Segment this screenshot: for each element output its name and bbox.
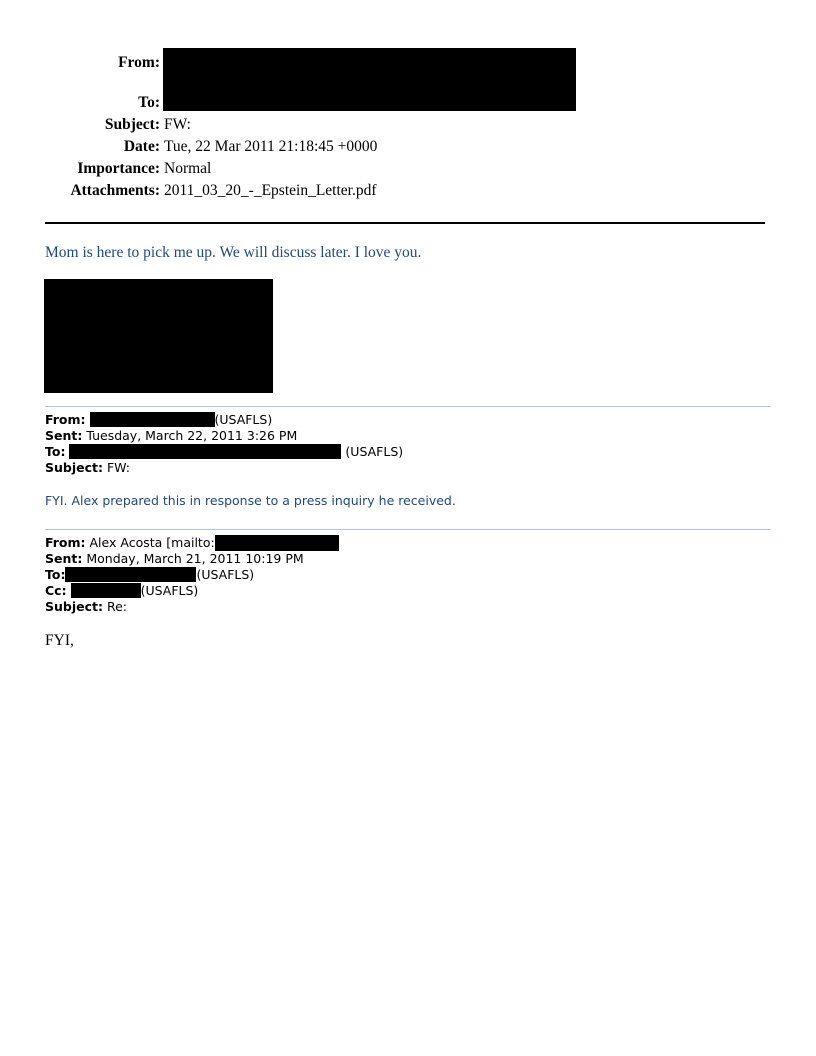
forward2-cc-line <box>45 583 198 599</box>
forward1-to-suffix: (USAFLS) <box>345 444 404 459</box>
forward2-from-label: From: <box>45 535 86 550</box>
forward1-from-label: From: <box>45 412 86 427</box>
forward2-cc-suffix: (USAFLS) <box>140 583 199 598</box>
forward2-subject-value: Re: <box>106 599 128 614</box>
redaction-block <box>65 567 196 582</box>
to-label: To: <box>138 94 160 111</box>
forward-divider <box>45 406 771 407</box>
subject-value: FW: <box>164 116 191 133</box>
forward2-from-line <box>45 535 339 551</box>
forward2-from-value: Alex Acosta [mailto: <box>89 535 215 550</box>
forward1-to-label: To: <box>45 444 66 459</box>
message-body: Mom is here to pick me up. We will discuss later. I love you. <box>45 244 422 261</box>
header-divider <box>45 222 765 224</box>
forward2-to-line <box>45 567 254 583</box>
forward1-sent-value: Tuesday, March 22, 2011 3:26 PM <box>86 428 298 443</box>
attachments-label: Attachments: <box>70 182 160 199</box>
redaction-block <box>44 279 273 393</box>
forward-divider <box>45 529 771 530</box>
forward2-subject-line <box>45 599 127 615</box>
forward2-sent-label: Sent: <box>45 551 83 566</box>
redaction-block <box>163 48 576 111</box>
forward1-subject-line <box>45 460 130 476</box>
date-value: Tue, 22 Mar 2011 21:18:45 +0000 <box>164 138 378 155</box>
date-label: Date: <box>123 138 160 155</box>
forward1-message: FYI. Alex prepared this in response to a press inquiry he received. <box>45 493 456 508</box>
forward1-to-line <box>45 444 403 460</box>
forward2-to-label: To: <box>45 567 66 582</box>
forward1-sent-label: Sent: <box>45 428 83 443</box>
importance-value: Normal <box>164 160 212 177</box>
importance-label: Importance: <box>77 160 160 177</box>
redaction-block <box>69 444 341 459</box>
forward2-cc-label: Cc: <box>45 583 67 598</box>
forward1-sent-line <box>45 428 297 444</box>
redaction-block <box>215 535 339 551</box>
forward1-from-suffix: (USAFLS) <box>214 412 273 427</box>
forward1-subject-label: Subject: <box>45 460 103 475</box>
forward1-from-line <box>45 412 272 428</box>
forward2-sent-value: Monday, March 21, 2011 10:19 PM <box>86 551 304 566</box>
forward2-to-suffix: (USAFLS) <box>196 567 255 582</box>
from-label: From: <box>118 54 160 71</box>
forward2-message: FYI, <box>45 632 74 649</box>
redaction-block <box>90 412 215 427</box>
subject-label: Subject: <box>104 116 160 133</box>
attachment-link[interactable]: 2011_03_20_-_Epstein_Letter.pdf <box>164 182 377 199</box>
forward2-sent-line <box>45 551 304 567</box>
redaction-block <box>71 583 141 598</box>
forward2-subject-label: Subject: <box>45 599 103 614</box>
forward1-subject-value: FW: <box>106 460 131 475</box>
